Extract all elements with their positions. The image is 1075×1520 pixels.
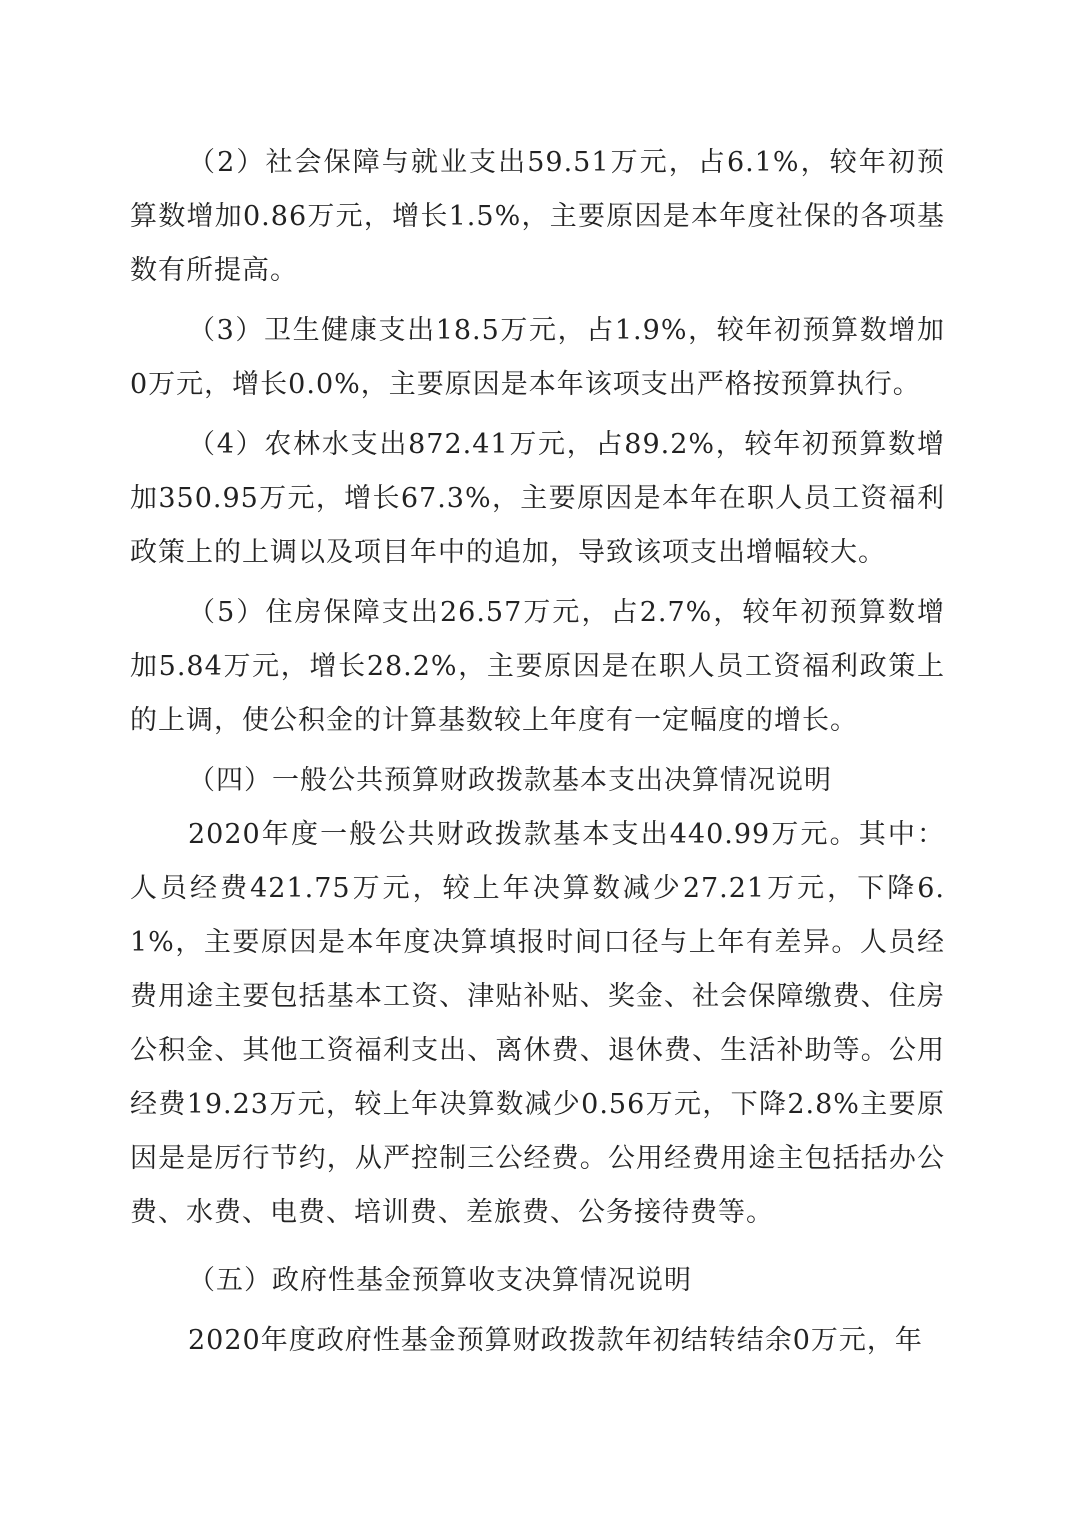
- section-heading-basic-expenditure: （四）一般公共预算财政拨款基本支出决算情况说明: [188, 765, 832, 796]
- paragraph-government-fund: 2020年度政府性基金预算财政拨款年初结转结余0万元，年: [188, 1325, 923, 1356]
- section-heading-government-fund: （五）政府性基金预算收支决算情况说明: [188, 1265, 692, 1296]
- paragraph-health-expenditure: （3）卫生健康支出18.5万元，占1.9%，较年初预算数增加0万元，增长0.0%，主要原因是本年该项支出严格按预算执行。: [130, 315, 945, 400]
- paragraph-agriculture-expenditure: （4）农林水支出872.41万元，占89.2%，较年初预算数增加350.95万元，增长67.3%，主要原因是本年在职人员工资福利政策上的上调以及项目年中的追加，导致该项支出增幅较大。: [130, 429, 945, 568]
- paragraph-social-security-expenditure: （2）社会保障与就业支出59.51万元，占6.1%，较年初预算数增加0.86万元，增长1.5%，主要原因是本年度社保的各项基数有所提高。: [130, 147, 945, 286]
- document-body: [130, 136, 945, 1368]
- paragraph-basic-expenditure: 2020年度一般公共财政拨款基本支出440.99万元。其中：人员经费421.75万元，较上年决算数减少27.21万元，下降6.1%，主要原因是本年度决算填报时间口径与上年有差异。人员经费用途主要包括基本工资、津贴补贴、奖金、社会保障缴费、住房公积金、其他工资福利支出、离休费、退休费、生活补助等。公用经费19.23万元，较上年决算数减少0.56万元，下降2.8%主要原因是是厉行节约，从严控制三公经费。公用经费用途主包括括办公费、水费、电费、培训费、差旅费、公务接待费等。: [130, 819, 945, 1228]
- paragraph-housing-expenditure: （5）住房保障支出26.57万元，占2.7%，较年初预算数增加5.84万元，增长28.2%，主要原因是在职人员工资福利政策上的上调，使公积金的计算基数较上年度有一定幅度的增长。: [130, 597, 945, 736]
